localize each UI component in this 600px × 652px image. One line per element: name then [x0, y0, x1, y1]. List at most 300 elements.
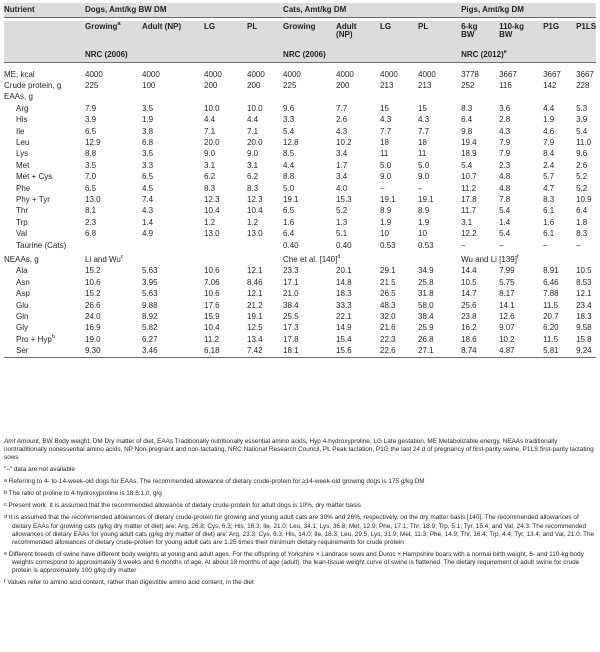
table-cell: –: [499, 240, 504, 250]
table-cell: 10.2: [336, 138, 352, 148]
table-cell: 15.2: [85, 266, 101, 276]
table-cell: 15.8: [576, 334, 592, 344]
table-cell: 7.1: [247, 126, 259, 136]
table-cell: 12.1: [576, 289, 592, 299]
table-row: [4, 311, 596, 322]
table-cell: 5.81: [543, 346, 559, 356]
table-cell: 5.0: [418, 160, 430, 170]
table-cell: 142: [543, 81, 557, 91]
table-cell: 9.6: [283, 103, 295, 113]
table-cell: 8.1: [85, 206, 97, 216]
pigs-source: NRC $(2012)^e$: [461, 47, 596, 63]
table-cell: 21.6: [380, 323, 396, 333]
table-cell: 5.75: [499, 277, 515, 287]
table-cell: 17.3: [283, 323, 299, 333]
table-cell: –: [418, 183, 423, 193]
table-cell: 14.1: [499, 300, 515, 310]
table-cell: 9.24: [576, 346, 592, 356]
table-cell: 12.3: [247, 194, 263, 204]
table-cell: 4.5: [142, 183, 154, 193]
col-cats-growing: Growing: [283, 21, 336, 47]
table-footnotes: [4, 438, 596, 591]
table-cell: 6.4: [576, 206, 588, 216]
table-cell: 116: [499, 81, 512, 91]
table-cell: 12.6: [499, 311, 515, 321]
table-cell: 10.4: [204, 206, 220, 216]
table-cell: [142, 240, 204, 251]
table-cell: 9.88: [142, 300, 158, 310]
table-cell: 9.58: [576, 323, 592, 333]
row-label: Ser: [16, 346, 29, 356]
dash-note: "–" data are not available: [4, 466, 75, 474]
table-cell: 252: [461, 81, 475, 91]
table-cell: 4.4: [543, 103, 555, 113]
col-dogs-pl: PL: [247, 21, 283, 47]
table-cell: 18.3: [336, 289, 352, 299]
section-label: NEAAs, g: [4, 254, 39, 264]
table-cell: 17.8: [283, 334, 299, 344]
table-cell: 12.1: [247, 266, 263, 276]
dogs-header: Dogs, Amt/kg BW DM: [85, 3, 283, 18]
table-cell: 6.4: [283, 229, 295, 239]
table-cell: 6.4: [461, 115, 473, 125]
table-cell: 21.5: [380, 277, 396, 287]
table-cell: 4.0: [336, 183, 348, 193]
table-row: [4, 103, 596, 114]
table-cell: 8.8: [283, 172, 295, 182]
table-cell: 18: [380, 138, 389, 148]
table-cell: 58.0: [418, 300, 434, 310]
table-cell: 10.4: [247, 206, 263, 216]
table-cell: 213: [418, 81, 432, 91]
table-cell: 6.1: [543, 206, 555, 216]
table-cell: 29.1: [380, 266, 396, 276]
table-cell: 3.1: [204, 160, 216, 170]
table-cell: 18.1: [283, 346, 299, 356]
table-row: [4, 277, 596, 288]
table-cell: 14.8: [336, 277, 352, 287]
neaa-source-row: [4, 254, 596, 265]
table-cell: 6.5: [85, 183, 97, 193]
table-cell: 1.4: [142, 217, 154, 227]
table-cell: 15.9: [204, 311, 220, 321]
table-cell: 4.4: [283, 160, 295, 170]
table-cell: 13.0: [247, 229, 263, 239]
table-cell: 12.1: [247, 289, 263, 299]
table-cell: 20.0: [247, 138, 263, 148]
table-row: [4, 115, 596, 126]
cats-header: Cats, Amt/kg DM: [283, 3, 461, 18]
table-cell: 8.3: [543, 194, 555, 204]
table-cell: 5.0: [380, 160, 392, 170]
row-label: Leu: [16, 138, 30, 148]
row-label: Thr: [16, 206, 28, 216]
table-cell: 10.4: [204, 323, 220, 333]
col-pigs-6kg: 6-kg BW: [461, 21, 499, 47]
cats-source: NRC (2006): [283, 47, 461, 63]
row-label: Gly: [16, 323, 28, 333]
table-cell: 10: [418, 229, 427, 239]
table-cell: 5.3: [576, 103, 588, 113]
table-cell: 4.8: [499, 183, 511, 193]
table-cell: 4.8: [499, 172, 511, 182]
row-label: Met: [16, 160, 30, 170]
table-cell: 10.0: [204, 103, 220, 113]
table-cell: 31.8: [418, 289, 434, 299]
table-cell: 213: [380, 81, 394, 91]
table-cell: 9.0: [247, 149, 259, 159]
table-cell: 1.9: [142, 115, 154, 125]
header-row-species: [4, 3, 596, 18]
table-cell: 15.4: [336, 334, 352, 344]
table-cell: 6.5: [283, 206, 295, 216]
table-cell: 12.2: [461, 229, 477, 239]
header-row-sources: [4, 47, 596, 63]
table-cell: 24.0: [85, 311, 101, 321]
neaa-source-pigs: Wu and Li $[139]^f$: [461, 253, 519, 264]
table-cell: 9.0: [204, 149, 216, 159]
table-cell: 21.2: [247, 300, 263, 310]
table-cell: 225: [85, 81, 99, 91]
table-cell: 20.0: [204, 138, 220, 148]
table-cell: 19.0: [85, 334, 101, 344]
table-cell: 10.2: [499, 334, 515, 344]
table-row: [4, 80, 596, 91]
table-cell: 13.0: [204, 229, 220, 239]
table-cell: 1.9: [543, 115, 555, 125]
row-label: Phe: [16, 183, 31, 193]
row-label: Ala: [16, 266, 28, 276]
table-cell: 4.6: [543, 126, 555, 136]
table-cell: 32.0: [380, 311, 396, 321]
table-cell: 19.4: [461, 138, 477, 148]
table-cell: 15: [418, 103, 427, 113]
table-cell: 3.9: [576, 115, 588, 125]
footnote-a: $^a$ Referring to 4- to-14-week-old dogs for EAAs. The recommended allowance of dietary crude-protein for ≥14-week-old growing dogs is 175 g/kg DM: [4, 478, 425, 486]
table-cell: 9.6: [576, 149, 588, 159]
table-cell: 11.5: [543, 300, 559, 310]
table-cell: 7.9: [499, 149, 511, 159]
table-cell: 4.3: [380, 115, 392, 125]
table-cell: 3.9: [85, 115, 97, 125]
table-cell: 5.4: [461, 160, 473, 170]
table-cell: 7.0: [85, 172, 97, 182]
table-cell: 14.7: [461, 289, 477, 299]
table-cell: 2.3: [499, 160, 511, 170]
table-cell: 9.07: [499, 323, 515, 333]
table-cell: 15.3: [336, 194, 352, 204]
table-cell: 1.2: [204, 217, 216, 227]
footnote-f: $^f$ Values refer to amino acid content, rather than digestible amino acid content, in the diet: [4, 579, 254, 587]
footnote-b: $^b$ The ratio of proline to 4-hydroxyproline is 18.6:1.0, g/g: [4, 490, 162, 498]
table-cell: 10.6: [85, 277, 101, 287]
table-cell: –: [576, 240, 581, 250]
table-cell: 3778: [461, 69, 479, 79]
table-cell: 16.2: [461, 323, 477, 333]
table-cell: 4000: [142, 69, 160, 79]
table-cell: 7.4: [142, 194, 154, 204]
table-cell: 6.27: [142, 334, 158, 344]
table-cell: 9.8: [461, 126, 473, 136]
table-cell: 200: [247, 81, 261, 91]
table-cell: 11.7: [461, 206, 477, 216]
table-cell: 4000: [247, 69, 265, 79]
table-cell: 5.4: [283, 126, 295, 136]
table-cell: 7.7: [418, 126, 430, 136]
table-cell: 19.1: [247, 311, 263, 321]
table-cell: 4.3: [142, 206, 154, 216]
table-cell: 17.6: [204, 300, 220, 310]
table-cell: 6.5: [85, 126, 97, 136]
table-cell: [204, 240, 247, 251]
table-cell: 4.4: [204, 115, 216, 125]
col-cats-lg: LG: [380, 21, 418, 47]
table-row: [4, 194, 596, 205]
table-row: [4, 149, 596, 160]
table-cell: 5.4: [499, 206, 511, 216]
table-cell: 7.88: [543, 289, 559, 299]
col-cats-adult: Adult (NP): [336, 21, 380, 47]
table-cell: 19.1: [283, 194, 299, 204]
table-row: [4, 183, 596, 194]
table-cell: 5.63: [142, 266, 158, 276]
table-cell: 19.1: [380, 194, 396, 204]
table-cell: 2.4: [543, 160, 555, 170]
table-cell: 12.5: [247, 323, 263, 333]
table-cell: 7.1: [204, 126, 216, 136]
table-cell: 2.6: [336, 115, 348, 125]
table-cell: 200: [204, 81, 218, 91]
table-cell: 22.6: [380, 346, 396, 356]
table-cell: 8.3: [576, 229, 588, 239]
footnote-e: $^e$ Different breeds of swine have different body weights at young and adult ages. For the offspring of Yorkshire × Landrace sows and Duroc × Hampshire boars with a normal birth weight, 6- and 110-kg body weights correspond to approximately 3 weeks and 6 months of age. At about 18 months of age (adult), the lean-tissue weight curve of swine is flattened. The dietary requirement of adult swine for crude protein is approximately 100 g/kg dry matter: [4, 551, 584, 575]
table-cell: 6.2: [204, 172, 216, 182]
table-cell: 38.4: [283, 300, 299, 310]
table-cell: 25.6: [461, 300, 477, 310]
table-cell: 18.6: [461, 334, 477, 344]
table-cell: 26.5: [380, 289, 396, 299]
table-cell: 5.7: [543, 172, 555, 182]
table-cell: 2.3: [85, 217, 97, 227]
table-cell: 3667: [499, 69, 517, 79]
table-cell: 5.82: [142, 323, 158, 333]
table-cell: 14.9: [336, 323, 352, 333]
table-cell: [85, 240, 142, 251]
table-cell: 4.9: [142, 229, 154, 239]
table-cell: 4000: [380, 69, 398, 79]
table-cell: 8.8: [85, 149, 97, 159]
table-cell: 10.6: [204, 266, 220, 276]
neaa-source-cats: Che et al. $[140]^d$: [283, 253, 341, 264]
table-cell: 48.3: [380, 300, 396, 310]
table-cell: 4000: [418, 69, 436, 79]
table-row: [4, 126, 596, 137]
section-row: [4, 92, 596, 103]
table-row: [4, 137, 596, 148]
table-cell: 100: [142, 81, 156, 91]
table-cell: 11: [418, 149, 427, 159]
table-cell: 8.46: [247, 277, 263, 287]
col-pigs-110kg: 110-kg BW: [499, 21, 543, 47]
table-cell: 4000: [204, 69, 222, 79]
table-cell: 4.3: [499, 126, 511, 136]
table-cell: 17.1: [283, 277, 299, 287]
table-row: [4, 300, 596, 311]
table-cell: 1.7: [336, 160, 348, 170]
table-cell: 6.8: [142, 138, 154, 148]
table-row: [4, 228, 596, 239]
table-cell: 25.5: [283, 311, 299, 321]
table-cell: 3.8: [142, 126, 154, 136]
table-cell: 15.2: [85, 289, 101, 299]
table-cell: 22.1: [336, 311, 352, 321]
table-row: [4, 240, 596, 251]
table-cell: 8.17: [499, 289, 515, 299]
footnote-c: $^c$ Present work. It is assumed that the recommended allowance of dietary crude-protein for adult dogs is 10%, dry matter basis: [4, 502, 361, 510]
table-cell: 0.53: [418, 240, 434, 250]
row-label: Asn: [16, 277, 30, 287]
table-cell: 13.4: [247, 334, 263, 344]
table-cell: 10.5: [461, 277, 477, 287]
table-row: [4, 217, 596, 228]
table-cell: 8.74: [461, 346, 477, 356]
table-row: [4, 323, 596, 334]
table-cell: 20.7: [543, 311, 559, 321]
row-label: Lys: [16, 149, 29, 159]
header-row-groups: [4, 21, 596, 47]
table-cell: 10.0: [247, 103, 263, 113]
col-dogs-adult: Adult (NP): [142, 21, 204, 47]
table-cell: 10.9: [576, 194, 592, 204]
table-cell: 8.4: [543, 149, 555, 159]
table-cell: 6.20: [543, 323, 559, 333]
table-cell: 1.9: [380, 217, 392, 227]
table-cell: 10.6: [204, 289, 220, 299]
table-cell: 228: [576, 81, 590, 91]
table-cell: 1.9: [418, 217, 430, 227]
table-cell: 0.40: [336, 240, 352, 250]
table-cell: 15.6: [336, 346, 352, 356]
table-cell: 5.63: [142, 289, 158, 299]
table-cell: 7.7: [336, 103, 348, 113]
table-cell: 23.8: [461, 311, 477, 321]
table-cell: 9.0: [418, 172, 430, 182]
table-cell: –: [543, 240, 548, 250]
table-cell: 3667: [576, 69, 594, 79]
table-cell: 7.8: [499, 194, 511, 204]
table-cell: 20.1: [336, 266, 352, 276]
table-cell: 5.1: [336, 229, 348, 239]
table-cell: 12.9: [85, 138, 101, 148]
footnote-d: $^d$ It is assumed that the recommended allowances of dietary crude-protein for growing and young adult cats are 30% and 26%, respectively, on the dry matter basis [140]. The recommended allowances of dietary EAAs for growing cats (g/kg dry matter of diet) are: Arg, 26.8; Cys, 6.3; His, 16.3; Ile, 21.0; Leu, 34.1; Lys, 36.8; Met, 12.9; Phe, 17.1; Thr, 18.9; Trp, 5.1; Tyr, 15.4; and Val, 24.3. The recommended allowances of dietary EAAs for young adult cats (g/kg dry matter of diet) are: Arg, 23.3; Cys, 6.3; His, 14.0; Ile, 18.3; Leu, 29.5; Lys, 31.9; Met, 11.3; Phe, 14.9; Thr, 16.4; Trp, 4.4; Tyr, 13.4; and Val, 21.0. The recommended allowances of dietary crude-protein for young adult cats are 1.25 times their minimum dietary requirements for crude protein: [4, 514, 595, 547]
table-cell: 3.3: [283, 115, 295, 125]
table-cell: 8.92: [142, 311, 158, 321]
table-cell: 7.99: [499, 266, 515, 276]
table-cell: 2.6: [576, 160, 588, 170]
neaa-source-dogs: Li and Wu$^c$: [85, 253, 124, 264]
abbreviations-note: Amt Amount, BW Body weight, DM Dry matter of diet, EAAs Traditionally nutritionally essential amino acids, Hyp 4-hydroxyproline, LG Late gestation, ME Metabolizable energy, NEAAs traditionally nontraditionally nonessential amino acids, NP Non-pregnant and non-lactating, NRC National Research Council, PL Peak lactation, P1G the last 24 d of pregnancy of first-parity swine, P1LS first-parity lactating sows: [4, 438, 594, 462]
table-cell: 9.30: [85, 346, 101, 356]
table-cell: 12.8: [283, 138, 299, 148]
table-cell: 23.3: [283, 266, 299, 276]
table-cell: 4.3: [336, 126, 348, 136]
table-cell: 4.87: [499, 346, 515, 356]
table-cell: 34.9: [418, 266, 434, 276]
table-cell: 3.1: [461, 217, 473, 227]
table-cell: –: [380, 183, 385, 193]
table-cell: 4000: [336, 69, 354, 79]
table-cell: 1.6: [283, 217, 295, 227]
table-cell: 10: [380, 229, 389, 239]
table-cell: 7.9: [543, 138, 555, 148]
table-cell: 26.8: [418, 334, 434, 344]
table-cell: 5.4: [499, 229, 511, 239]
table-cell: 3.5: [85, 160, 97, 170]
table-cell: 3.46: [142, 346, 158, 356]
table-cell: 22.3: [380, 334, 396, 344]
table-cell: 5.2: [336, 206, 348, 216]
table-cell: 5.0: [283, 183, 295, 193]
table-cell: 3.6: [499, 103, 511, 113]
table-cell: 6.8: [85, 229, 97, 239]
table-cell: 0.40: [283, 240, 299, 250]
table-cell: 1.6: [543, 217, 555, 227]
row-label: Asp: [16, 289, 30, 299]
table-cell: 18.3: [576, 311, 592, 321]
table-cell: 1.4: [499, 217, 511, 227]
table-cell: 7.42: [247, 346, 263, 356]
col-dogs-growing: Growing$^a$: [85, 21, 142, 47]
row-label: Glu: [16, 300, 29, 310]
col-pigs-p1g: P1G: [543, 21, 576, 47]
table-cell: 16.9: [85, 323, 101, 333]
table-cell: 8.3: [247, 183, 259, 193]
table-cell: 8.9: [380, 206, 392, 216]
table-cell: 23.4: [576, 300, 592, 310]
row-label: Arg: [16, 103, 29, 113]
table-row: [4, 345, 596, 357]
table-cell: 27.1: [418, 346, 434, 356]
table-cell: 3.95: [142, 277, 158, 287]
table-cell: 21.0: [283, 289, 299, 299]
table-cell: 7.9: [85, 103, 97, 113]
col-dogs-lg: LG: [204, 21, 247, 47]
table-cell: 14.4: [461, 266, 477, 276]
table-cell: 4.3: [418, 115, 430, 125]
table-cell: 3.1: [247, 160, 259, 170]
table-row: [4, 334, 596, 345]
table-cell: 19.1: [418, 194, 434, 204]
row-label: Val: [16, 229, 27, 239]
table-cell: 13.0: [85, 194, 101, 204]
table-cell: 25.9: [418, 323, 434, 333]
row-label: Gln: [16, 311, 29, 321]
row-label: Phy + Tyr: [16, 194, 50, 204]
table-cell: 8.5: [283, 149, 295, 159]
table-cell: 5.2: [576, 183, 588, 193]
table-cell: –: [461, 240, 466, 250]
table-cell: 2.8: [499, 115, 511, 125]
table-cell: 11: [380, 149, 389, 159]
table-cell: 10.7: [461, 172, 477, 182]
table-cell: 11.5: [543, 334, 559, 344]
table-cell: 15: [380, 103, 389, 113]
table-cell: 26.6: [85, 300, 101, 310]
table-cell: 12.3: [204, 194, 220, 204]
row-label: Trp: [16, 217, 28, 227]
table-row: [4, 172, 596, 183]
table-cell: 3.3: [142, 160, 154, 170]
